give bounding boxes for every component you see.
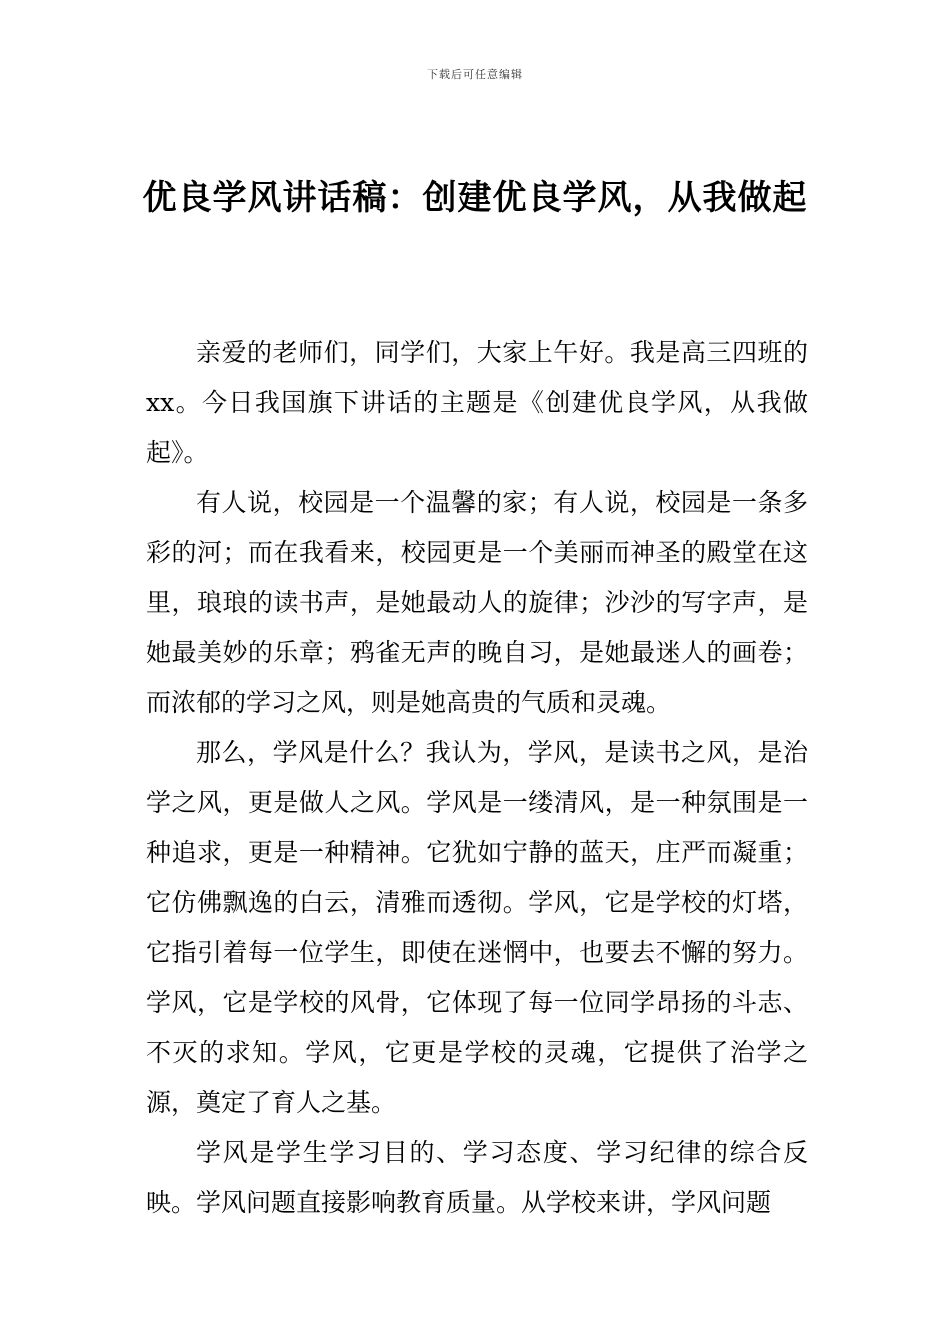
document-title: 优良学风讲话稿：创建优良学风，从我做起 [142, 178, 808, 218]
document-body [146, 328, 808, 1228]
paragraph-2: 有人说，校园是一个温馨的家；有人说，校园是一条多彩的河；而在我看来，校园更是一个美丽而神圣的殿堂在这里，琅琅的读书声，是她最动人的旋律；沙沙的写字声，是她最美妙的乐章；鸦雀无声的晚自习，是她最迷人的画卷；而浓郁的学习之风，则是她高贵的气质和灵魂。 [146, 488, 808, 717]
paragraph-3: 那么，学风是什么？我认为，学风，是读书之风，是治学之风，更是做人之风。学风是一缕清风，是一种氛围是一种追求，更是一种精神。它犹如宁静的蓝天，庄严而凝重；它仿佛飘逸的白云，清雅而透彻。学风，它是学校的灯塔，它指引着每一位学生，即使在迷惘中，也要去不懈的努力。学风，它是学校的风骨，它体现了每一位同学昂扬的斗志、不灭的求知。学风，它更是学校的灵魂，它提供了治学之源，奠定了育人之基。 [146, 738, 808, 1117]
header-note: 下载后可任意编辑 [427, 68, 523, 81]
paragraph-1: 亲爱的老师们，同学们，大家上午好。我是高三四班的xx。今日我国旗下讲话的主题是《创建优良学风，从我做起》。 [146, 338, 808, 467]
paragraph-4: 学风是学生学习目的、学习态度、学习纪律的综合反映。学风问题直接影响教育质量。从学校来讲，学风问题 [146, 1138, 808, 1217]
